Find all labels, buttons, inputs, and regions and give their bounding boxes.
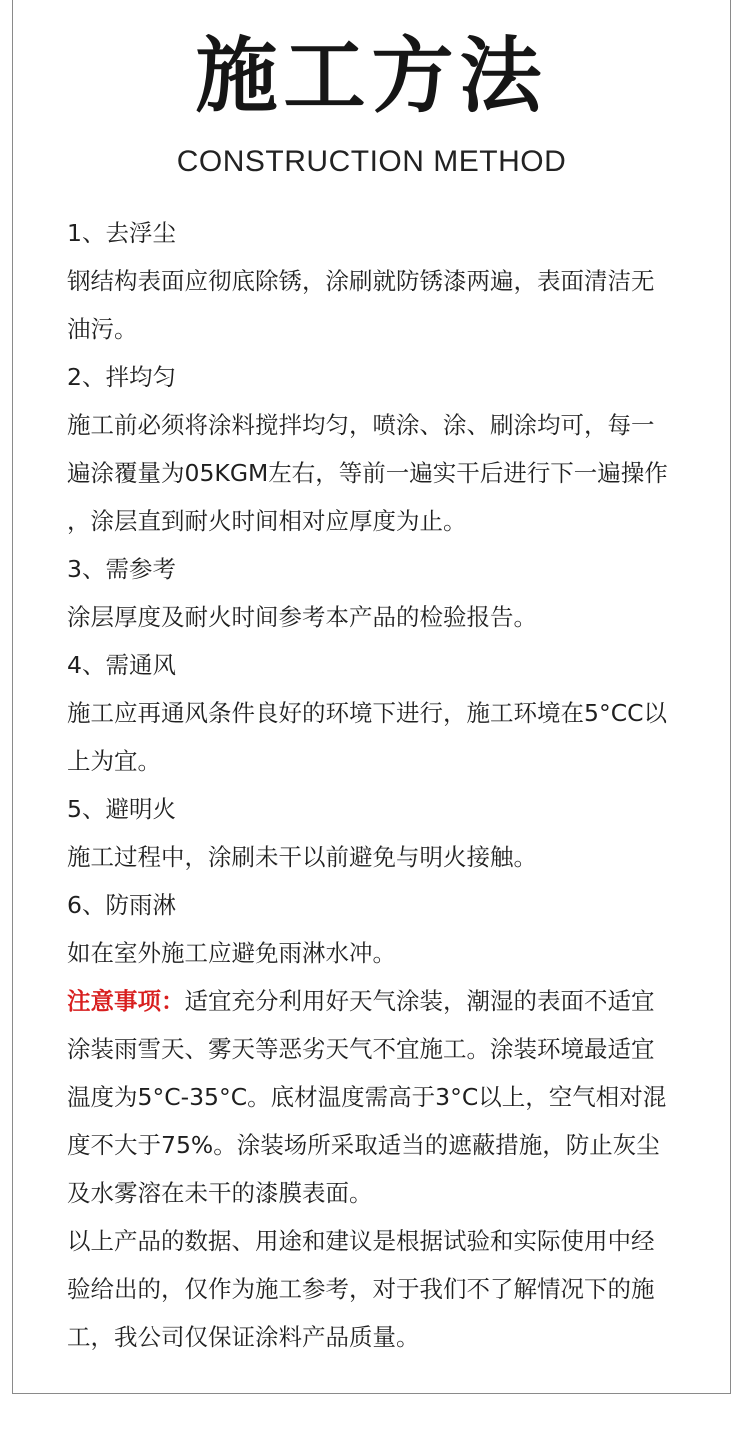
step-6-text-line-1: 如在室外施工应避免雨淋水冲。 xyxy=(67,939,396,967)
step-3-heading: 3、需参考 xyxy=(67,555,176,583)
step-1-text-line-1: 钢结构表面应彻底除锈，涂刷就防锈漆两遍，表面清洁无 xyxy=(67,267,655,295)
step-5-heading: 5、避明火 xyxy=(67,795,176,823)
step-4-text-line-1: 施工应再通风条件良好的环境下进行，施工环境在5°CC以 xyxy=(67,699,668,727)
step-2-heading: 2、拌均匀 xyxy=(67,363,176,391)
page-title: 施工方法 xyxy=(195,29,548,124)
step-4-text-line-2: 上为宜。 xyxy=(67,747,161,775)
notice-first-text: 适宜充分利用好天气涂装，潮湿的表面不适宜 xyxy=(184,987,655,1015)
step-1-heading: 1、去浮尘 xyxy=(67,219,176,247)
method-content xyxy=(67,209,707,1361)
notice-label: 注意事项： xyxy=(67,987,185,1015)
step-2-text-line-2: 遍涂覆量为05KGM左右，等前一遍实干后进行下一遍操作 xyxy=(67,459,668,487)
step-2-text-line-3: ，涂层直到耐火时间相对应厚度为止。 xyxy=(67,507,467,535)
notice-line-5: 及水雾溶在未干的漆膜表面。 xyxy=(67,1179,373,1207)
disclaimer-line-3: 工，我公司仅保证涂料产品质量。 xyxy=(67,1323,420,1351)
notice-line-4: 度不大于75%。涂装场所采取适当的遮蔽措施，防止灰尘 xyxy=(67,1131,660,1159)
step-2-text-line-1: 施工前必须将涂料搅拌均匀，喷涂、涂、刷涂均可，每一 xyxy=(67,411,655,439)
disclaimer-line-1: 以上产品的数据、用途和建议是根据试验和实际使用中经 xyxy=(67,1227,655,1255)
step-5-text-line-1: 施工过程中，涂刷未干以前避免与明火接触。 xyxy=(67,843,537,871)
step-4-heading: 4、需通风 xyxy=(67,651,176,679)
notice-line-3: 温度为5°C-35°C。底材温度需高于3°C以上，空气相对混 xyxy=(67,1083,667,1111)
disclaimer-line-2: 验给出的，仅作为施工参考，对于我们不了解情况下的施 xyxy=(67,1275,655,1303)
step-3-text-line-1: 涂层厚度及耐火时间参考本产品的检验报告。 xyxy=(67,603,537,631)
notice-line-2: 涂装雨雪天、雾天等恶劣天气不宜施工。涂装环境最适宜 xyxy=(67,1035,655,1063)
notice-line-1 xyxy=(67,977,707,1025)
page-subtitle: CONSTRUCTION METHOD xyxy=(176,145,567,178)
step-1-text-line-2: 油污。 xyxy=(67,315,138,343)
content-frame xyxy=(12,0,731,1394)
step-6-heading: 6、防雨淋 xyxy=(67,891,176,919)
